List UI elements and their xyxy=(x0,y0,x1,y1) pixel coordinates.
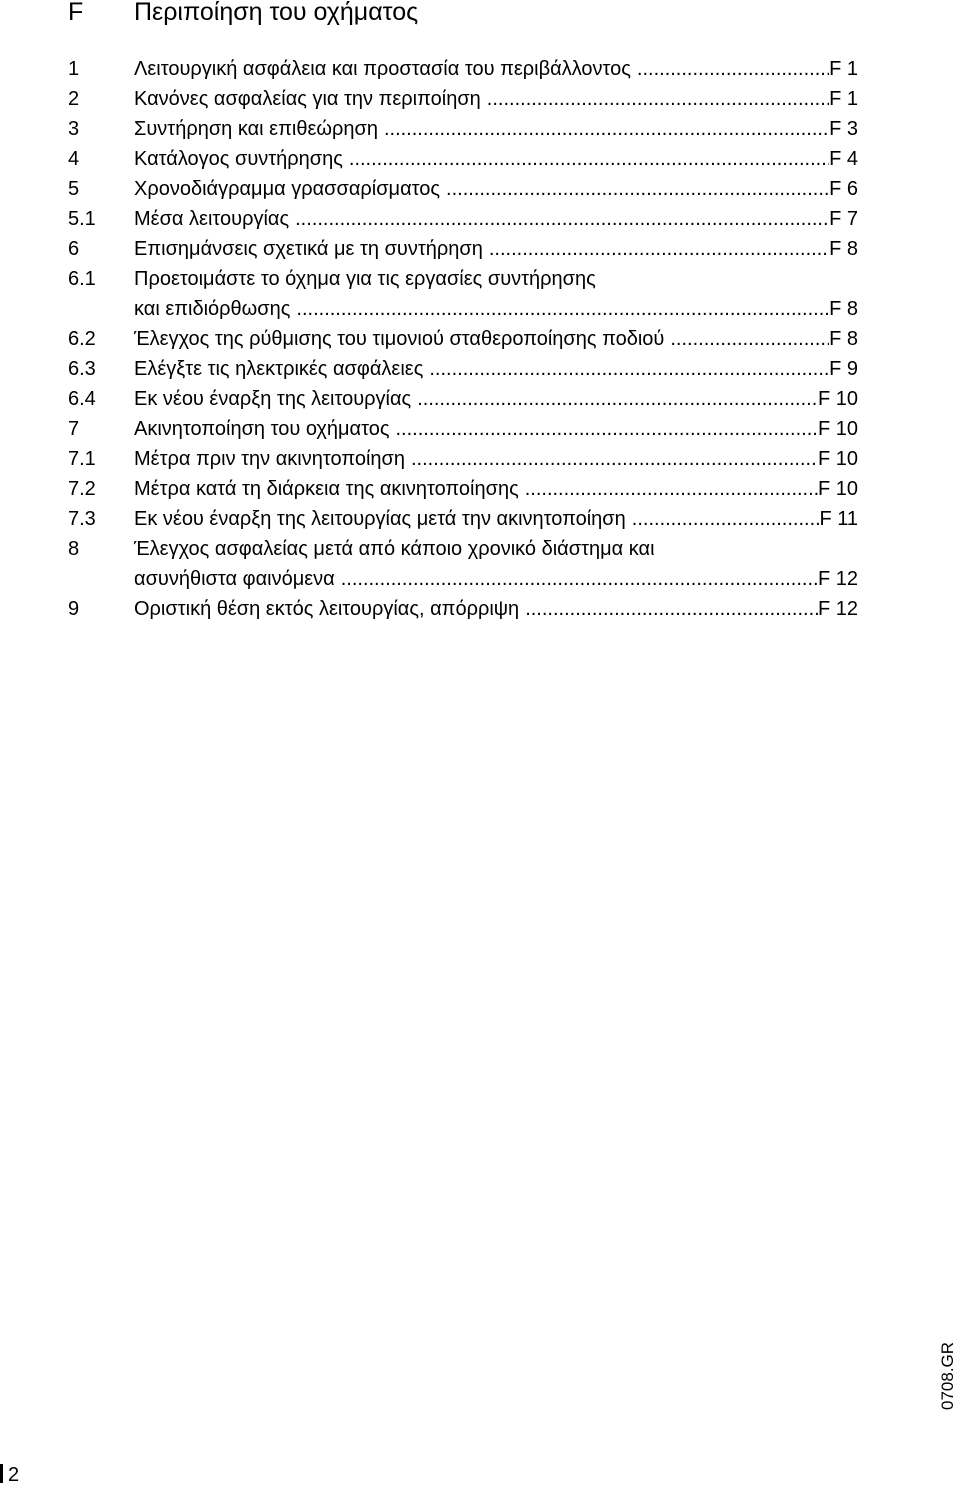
toc-entry-title: Προετοιμάστε το όχημα για τις εργασίες συντήρησης xyxy=(134,268,596,290)
toc-entry-number: 6.4 xyxy=(68,388,96,410)
toc-entry[interactable] xyxy=(68,84,858,114)
page-title: Περιποίηση του οχήματος xyxy=(134,0,419,26)
toc-entry-page: F 6 xyxy=(829,178,858,200)
toc-entry-line xyxy=(134,594,858,624)
toc-entry-number: 5.1 xyxy=(68,208,96,230)
toc-entry-number: 6.2 xyxy=(68,328,96,350)
toc-entry[interactable] xyxy=(68,474,858,504)
toc-leader-dots xyxy=(296,294,829,324)
toc-entry-number: 4 xyxy=(68,148,80,170)
toc-entry-body xyxy=(134,114,858,144)
toc-entry-line xyxy=(134,234,858,264)
toc-entry-title: Ελέγξτε τις ηλεκτρικές ασφάλειες xyxy=(134,358,424,380)
toc-entry-page: F 10 xyxy=(817,478,858,500)
toc-entry-number: 7.1 xyxy=(68,448,96,470)
toc-entry-title: Έλεγχος της ρύθμισης του τιμονιού σταθεροποίησης ποδιού xyxy=(134,328,665,350)
toc-entry-page: F 7 xyxy=(829,208,858,230)
toc-entry-title: Μέσα λειτουργίας xyxy=(134,208,290,230)
toc-entry-page: F 12 xyxy=(817,598,858,620)
toc-entry-number: 3 xyxy=(68,118,80,140)
toc-entry-title: Μέτρα κατά τη διάρκεια της ακινητοποίησης xyxy=(134,478,519,500)
toc-leader-dots xyxy=(446,174,829,204)
toc-leader-dots xyxy=(411,444,818,474)
toc-entry-body xyxy=(134,234,858,264)
page-number xyxy=(0,1462,19,1488)
toc-entry[interactable] xyxy=(68,354,858,384)
toc-entry-page: F 8 xyxy=(829,328,858,350)
toc-entry-line xyxy=(134,294,858,324)
toc-entry-page: F 9 xyxy=(829,358,858,380)
toc-entry-line xyxy=(134,54,858,84)
toc-entry-number: 7.3 xyxy=(68,508,96,530)
toc-entry[interactable] xyxy=(68,144,858,174)
toc-entry-body xyxy=(134,444,858,474)
toc-entry-body xyxy=(134,594,858,624)
toc-entry-body xyxy=(134,384,858,414)
toc-entry-title: Έλεγχος ασφαλείας μετά από κάποιο χρονικό διάστημα και xyxy=(134,538,655,560)
toc-entry-number: 9 xyxy=(68,598,80,620)
toc-leader-dots xyxy=(349,144,829,174)
toc-entry-page: F 10 xyxy=(817,418,858,440)
toc-entry-body xyxy=(134,264,858,324)
section-letter: F xyxy=(68,0,84,26)
toc-entry-page: F 4 xyxy=(829,148,858,170)
toc-entry[interactable] xyxy=(68,54,858,84)
toc-leader-dots xyxy=(670,324,829,354)
toc-entry-page: F 8 xyxy=(829,298,858,320)
toc-entry-line xyxy=(134,174,858,204)
toc-leader-dots xyxy=(429,354,829,384)
toc-entry-line xyxy=(134,444,858,474)
toc-leader-dots xyxy=(632,504,820,534)
toc-entry-number: 8 xyxy=(68,538,80,560)
toc-entry-page: F 12 xyxy=(817,568,858,590)
toc-entry-line xyxy=(134,324,858,354)
toc-entry-title: Ακινητοποίηση του οχήματος xyxy=(134,418,390,440)
toc-leader-dots xyxy=(525,594,818,624)
toc-entry-line xyxy=(134,564,858,594)
toc-entry-page: F 10 xyxy=(817,448,858,470)
toc-entry-number: 2 xyxy=(68,88,80,110)
toc-entry-title: Κανόνες ασφαλείας για την περιποίηση xyxy=(134,88,481,110)
toc-leader-dots xyxy=(487,84,829,114)
toc-entry-number: 6 xyxy=(68,238,80,260)
toc-entry[interactable] xyxy=(68,594,858,624)
toc-entry-title: Λειτουργική ασφάλεια και προστασία του περιβάλλοντος xyxy=(134,58,631,80)
toc-entry[interactable] xyxy=(68,174,858,204)
toc-leader-dots xyxy=(384,114,829,144)
toc-entry-line xyxy=(134,264,858,294)
toc-entry-body xyxy=(134,504,858,534)
toc-entry-number: 1 xyxy=(68,58,80,80)
toc-entry-body xyxy=(134,414,858,444)
toc-leader-dots xyxy=(637,54,829,84)
toc-entry-body xyxy=(134,144,858,174)
toc-entry[interactable] xyxy=(68,114,858,144)
toc-entry-page: F 1 xyxy=(829,58,858,80)
page-number-value: 2 xyxy=(8,1464,20,1486)
toc-entry-title: Εκ νέου έναρξη της λειτουργίας xyxy=(134,388,412,410)
toc-entry-title: Εκ νέου έναρξη της λειτουργίας μετά την ακινητοποίηση xyxy=(134,508,626,530)
toc-entry[interactable] xyxy=(68,324,858,354)
toc-leader-dots xyxy=(525,474,818,504)
toc-entry[interactable] xyxy=(68,414,858,444)
toc-entry-line xyxy=(134,414,858,444)
toc-leader-dots xyxy=(396,414,818,444)
toc-entry-title: ασυνήθιστα φαινόμενα xyxy=(134,568,335,590)
toc-entry-title: Συντήρηση και επιθεώρηση xyxy=(134,118,378,140)
toc-entry-number: 7.2 xyxy=(68,478,96,500)
toc-entry[interactable] xyxy=(68,504,858,534)
toc-leader-dots xyxy=(341,564,818,594)
toc-entry-line xyxy=(134,144,858,174)
toc-entry-page: F 11 xyxy=(819,508,858,530)
toc-entry[interactable] xyxy=(68,234,858,264)
toc-entry-line xyxy=(134,204,858,234)
toc-leader-dots xyxy=(295,204,829,234)
toc-entry[interactable] xyxy=(68,264,858,324)
toc-entry-page: F 8 xyxy=(829,238,858,260)
toc-entry[interactable] xyxy=(68,444,858,474)
toc-entry-title: Κατάλογος συντήρησης xyxy=(134,148,343,170)
toc-entry-title: Χρονοδιάγραμμα γρασσαρίσματος xyxy=(134,178,441,200)
toc-entry-line xyxy=(134,504,858,534)
toc-entry-body xyxy=(134,324,858,354)
toc-entry-line xyxy=(134,534,858,564)
toc-entry-number: 7 xyxy=(68,418,80,440)
toc-entry-title: Οριστική θέση εκτός λειτουργίας, απόρριψη xyxy=(134,598,520,620)
toc-entry-line xyxy=(134,84,858,114)
margin-bar xyxy=(0,1464,3,1483)
toc-entry-body xyxy=(134,174,858,204)
toc-entry-page: F 1 xyxy=(829,88,858,110)
toc-entry[interactable] xyxy=(68,384,858,414)
toc-leader-dots xyxy=(489,234,829,264)
toc-entry[interactable] xyxy=(68,204,858,234)
toc-entry-body xyxy=(134,84,858,114)
toc-entry-number: 6.3 xyxy=(68,358,96,380)
toc-entry-body xyxy=(134,534,858,594)
toc-entry-line xyxy=(134,114,858,144)
toc-entry-title: και επιδιόρθωσης xyxy=(134,298,291,320)
document-code: 0708.GR xyxy=(938,1341,957,1410)
toc-entry-title: Μέτρα πριν την ακινητοποίηση xyxy=(134,448,405,470)
toc-entry-body xyxy=(134,354,858,384)
toc-leader-dots xyxy=(417,384,818,414)
toc-entry[interactable] xyxy=(68,534,858,594)
toc-entry-body xyxy=(134,204,858,234)
toc-entry-body xyxy=(134,54,858,84)
toc-entry-body xyxy=(134,474,858,504)
table-of-contents xyxy=(68,54,858,624)
toc-entry-number: 5 xyxy=(68,178,80,200)
toc-entry-number: 6.1 xyxy=(68,268,96,290)
toc-entry-line xyxy=(134,474,858,504)
toc-entry-page: F 3 xyxy=(829,118,858,140)
toc-entry-line xyxy=(134,384,858,414)
toc-entry-title: Επισημάνσεις σχετικά με τη συντήρηση xyxy=(134,238,483,260)
toc-entry-page: F 10 xyxy=(817,388,858,410)
toc-entry-line xyxy=(134,354,858,384)
